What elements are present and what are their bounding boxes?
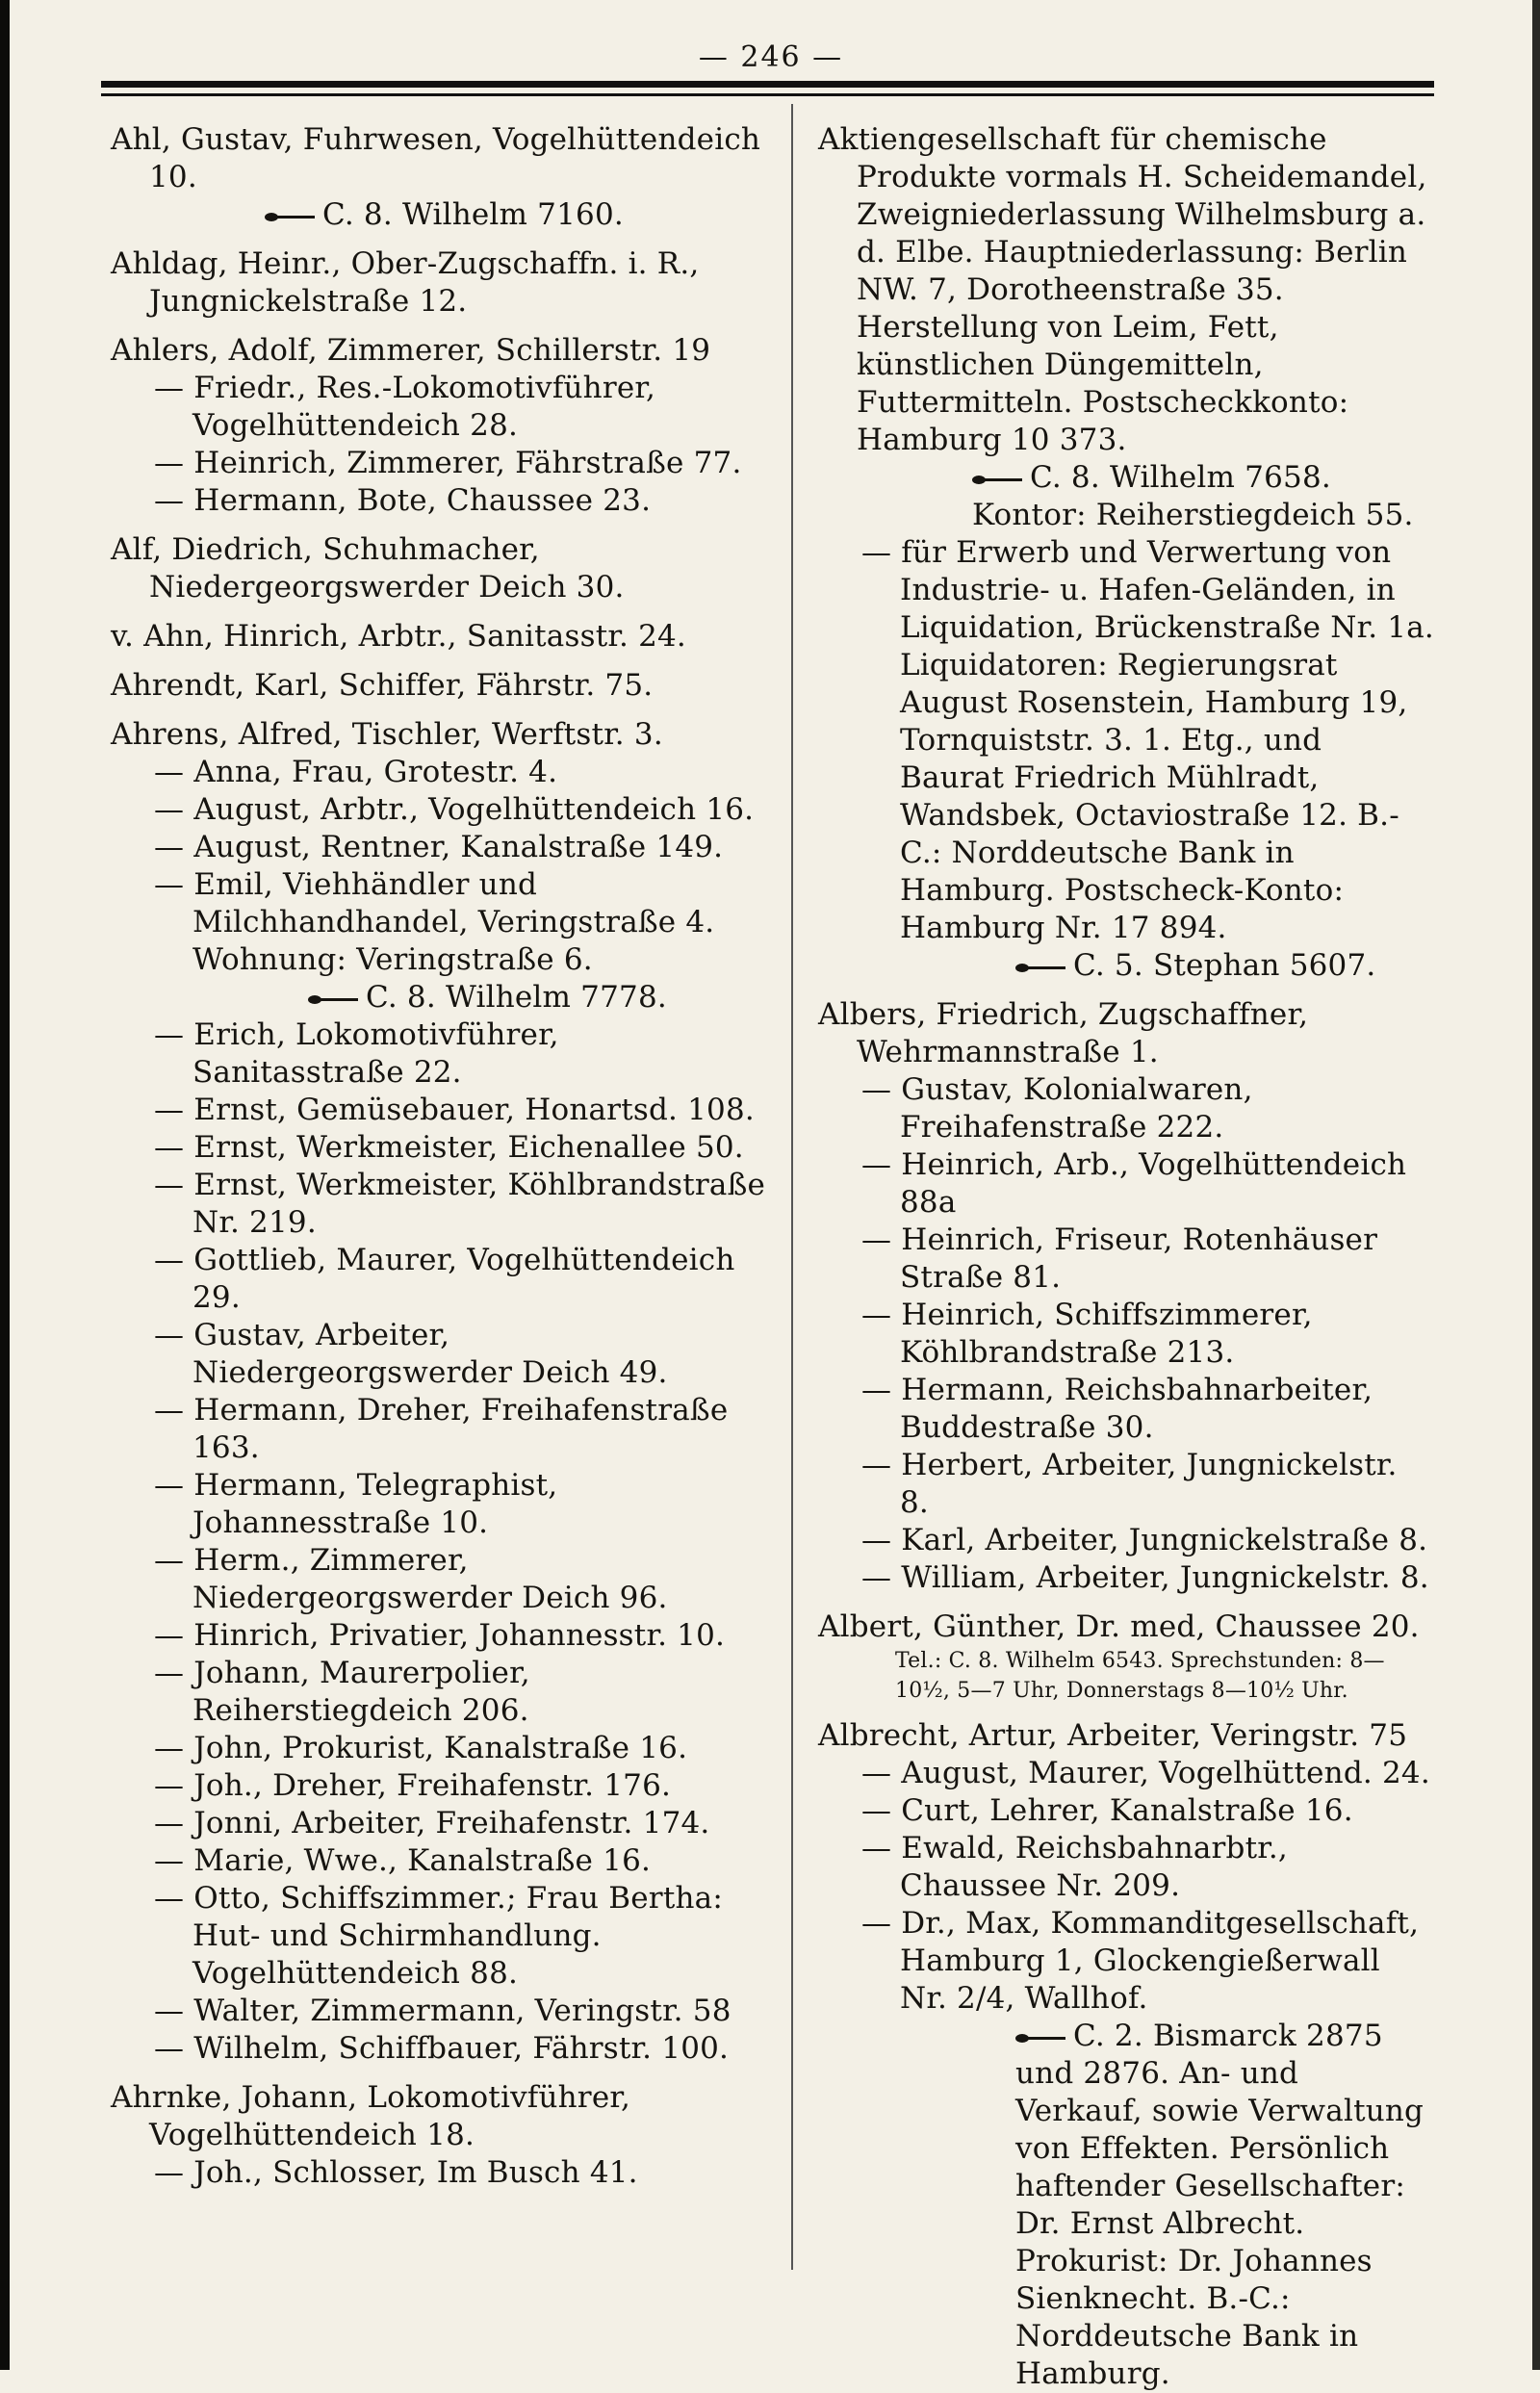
- telephone-text: C. 2. Bismarck 2875 und 2876. An- und Verkauf, sowie Verwaltung von Effekten. Persönlich haftender Gesellschafter: Dr. Ernst Albrecht. Prokurist: Dr. Johannes Sienknecht. B.-C.: Norddeutsche Bank in Hamburg.: [1015, 2019, 1424, 2391]
- directory-entry: [111, 754, 775, 791]
- entry-text: — Hermann, Reichsbahnarbeiter, Buddestraße 30.: [861, 1373, 1373, 1445]
- directory-entry: [111, 445, 775, 482]
- entry-text: — Dr., Max, Kommanditgesellschaft, Hamburg 1, Glockengießerwall Nr. 2/4, Wallhof.: [861, 1906, 1420, 2016]
- telephone-text: C. 8. Wilhelm 7778.: [366, 980, 667, 1015]
- entry-text: — Heinrich, Friseur, Rotenhäuser Straße 81.: [861, 1222, 1378, 1295]
- telephone-line: [192, 979, 775, 1016]
- right-column: [818, 110, 1434, 2393]
- entry-text: — Otto, Schiffszimmer.; Frau Bertha: Hut- und Schirmhandlung. Vogelhüttendeich 88.: [154, 1881, 723, 1991]
- entry-text: — August, Rentner, Kanalstraße 149.: [154, 830, 724, 864]
- directory-entry: [818, 1755, 1434, 1792]
- entry-text: — Friedr., Res.-Lokomotivführer, Vogelhüttendeich 28.: [154, 371, 656, 443]
- directory-entry: [111, 716, 775, 754]
- directory-entry: [111, 2079, 775, 2154]
- directory-entry: [818, 1372, 1434, 1447]
- entry-text: — John, Prokurist, Kanalstraße 16.: [154, 1731, 688, 1765]
- directory-entry: [818, 1792, 1434, 1830]
- telephone-text: C. 8. Wilhelm 7160.: [322, 197, 624, 232]
- entry-text: — Herm., Zimmerer, Niedergeorgswerder Deich 96.: [154, 1543, 668, 1615]
- telephone-line: [149, 196, 775, 234]
- telephone-text: C. 8. Wilhelm 7658. Kontor: Reiherstiegdeich 55.: [972, 460, 1414, 532]
- directory-entry: [111, 667, 775, 705]
- entry-text: Albrecht, Artur, Arbeiter, Veringstr. 75: [818, 1718, 1408, 1753]
- directory-entry: [111, 1129, 775, 1167]
- entry-text: — August, Arbtr., Vogelhüttendeich 16.: [154, 792, 755, 827]
- entry-text: — Ernst, Gemüsebauer, Honartsd. 108.: [154, 1093, 755, 1127]
- directory-entry: [818, 1071, 1434, 1146]
- left-column: [111, 110, 775, 2192]
- entry-text: v. Ahn, Hinrich, Arbtr., Sanitasstr. 24.: [111, 619, 686, 654]
- entry-text: Ahrnke, Johann, Lokomotivführer, Vogelhüttendeich 18.: [111, 2080, 631, 2152]
- entry-text: — Hermann, Telegraphist, Johannesstraße 10.: [154, 1468, 558, 1540]
- entry-text: — Marie, Wwe., Kanalstraße 16.: [154, 1843, 652, 1878]
- directory-entry: [111, 1655, 775, 1730]
- consultation-hours: Tel.: C. 8. Wilhelm 6543. Sprechstunden: 8—10½, 5—7 Uhr, Donnerstags 8—10½ Uhr.: [895, 1649, 1385, 1703]
- directory-entry: [111, 482, 775, 520]
- directory-entry: [111, 1392, 775, 1467]
- telephone-line: [857, 459, 1434, 534]
- directory-entry: [818, 1559, 1434, 1597]
- entry-text: — Emil, Viehhändler und Milchhandhandel, Veringstraße 4. Wohnung: Veringstraße 6.: [154, 867, 715, 977]
- entry-text: — William, Arbeiter, Jungnickelstr. 8.: [861, 1560, 1429, 1595]
- header-rule-thin: [101, 93, 1434, 96]
- directory-entry: [818, 1222, 1434, 1297]
- directory-entry: [111, 1767, 775, 1805]
- directory-entry: [111, 1842, 775, 1880]
- directory-entry: [111, 1092, 775, 1129]
- directory-entry: [111, 1016, 775, 1092]
- entry-text: — Ernst, Werkmeister, Eichenallee 50.: [154, 1130, 744, 1165]
- entry-text: — Heinrich, Arb., Vogelhüttendeich 88a: [861, 1147, 1407, 1220]
- entry-text: — Heinrich, Schiffszimmerer, Köhlbrandstraße 213.: [861, 1298, 1313, 1370]
- entry-text: — Hermann, Bote, Chaussee 23.: [154, 483, 652, 518]
- entry-text: Ahlers, Adolf, Zimmerer, Schillerstr. 19: [111, 333, 711, 368]
- directory-entry: [111, 618, 775, 656]
- directory-entry: [111, 121, 775, 234]
- directory-entry: [818, 1447, 1434, 1522]
- directory-entry: [818, 1905, 1434, 2393]
- telephone-line: [900, 947, 1434, 985]
- directory-entry: [111, 829, 775, 866]
- entry-text: — August, Maurer, Vogelhüttend. 24.: [861, 1756, 1430, 1790]
- entry-text: Ahldag, Heinr., Ober-Zugschaffn. i. R., Jungnickelstraße 12.: [111, 246, 700, 319]
- telephone-pointer-icon: [1015, 2031, 1064, 2045]
- entry-text: — Wilhelm, Schiffbauer, Fährstr. 100.: [154, 2031, 730, 2066]
- directory-entry: [818, 1146, 1434, 1222]
- entry-text: — Ewald, Reichsbahnarbtr., Chaussee Nr. 209.: [861, 1831, 1288, 1903]
- entry-text: — Ernst, Werkmeister, Köhlbrandstraße Nr. 219.: [154, 1168, 766, 1240]
- telephone-text: C. 5. Stephan 5607.: [1073, 948, 1376, 983]
- directory-entry: [111, 1542, 775, 1617]
- entry-text: — Joh., Dreher, Freihafenstr. 176.: [154, 1768, 672, 1803]
- directory-entry: [818, 996, 1434, 1071]
- entry-text: — Herbert, Arbeiter, Jungnickelstr. 8.: [861, 1448, 1398, 1520]
- entry-text: — Curt, Lehrer, Kanalstraße 16.: [861, 1793, 1353, 1828]
- directory-entry: [818, 1608, 1434, 1706]
- directory-entry: [818, 121, 1434, 534]
- entry-text: — Hermann, Dreher, Freihafenstraße 163.: [154, 1393, 729, 1465]
- directory-entry: [818, 1717, 1434, 1755]
- entry-text: — für Erwerb und Verwertung von Industrie- u. Hafen-Geländen, in Liquidation, Brückenstraße Nr. 1a. Liquidatoren: Regierungsrat August Rosenstein, Hamburg 19, Tornquiststr. 3. 1. Etg., und Baurat Friedrich Mühlradt, Wandsbek, Octaviostraße 12. B.-C.: Norddeutsche Bank in Hamburg. Postscheck-Konto: Hamburg Nr. 17 894.: [861, 535, 1434, 945]
- entry-text: Aktiengesellschaft für chemische Produkte vormals H. Scheidemandel, Zweigniederlassung Wilhelmsburg a. d. Elbe. Hauptniederlassung: Berlin NW. 7, Dorotheenstraße 35. Herstellung von Leim, Fett, künstlichen Düngemitteln, Futtermitteln. Postscheckkonto: Hamburg 10 373.: [818, 122, 1427, 457]
- directory-entry: [111, 866, 775, 1016]
- entry-text: — Gottlieb, Maurer, Vogelhüttendeich 29.: [154, 1243, 735, 1315]
- directory-entry: [111, 1317, 775, 1392]
- entry-text: Ahl, Gustav, Fuhrwesen, Vogelhüttendeich 10.: [111, 122, 761, 194]
- telephone-pointer-icon: [308, 992, 356, 1006]
- entry-text: — Heinrich, Zimmerer, Fährstraße 77.: [154, 446, 742, 480]
- entry-text: — Jonni, Arbeiter, Freihafenstr. 174.: [154, 1806, 710, 1840]
- entry-text: Albers, Friedrich, Zugschaffner, Wehrmannstraße 1.: [818, 997, 1309, 1069]
- directory-entry: [111, 791, 775, 829]
- entry-text: — Walter, Zimmermann, Veringstr. 58: [154, 1994, 732, 2028]
- entry-text: — Johann, Maurerpolier, Reiherstiegdeich 206.: [154, 1656, 530, 1728]
- directory-entry: [111, 370, 775, 445]
- directory-entry: [111, 1167, 775, 1242]
- directory-entry: [111, 1880, 775, 1993]
- directory-entry: [111, 1805, 775, 1842]
- telephone-pointer-icon: [265, 210, 313, 223]
- entry-text: — Joh., Schlosser, Im Busch 41.: [154, 2155, 638, 2190]
- telephone-pointer-icon: [1015, 961, 1064, 974]
- entry-text: Alf, Diedrich, Schuhmacher, Niedergeorgswerder Deich 30.: [111, 532, 625, 605]
- directory-entry: [111, 531, 775, 606]
- directory-entry: [111, 1730, 775, 1767]
- directory-entry: [111, 1467, 775, 1542]
- entry-text: — Gustav, Arbeiter, Niedergeorgswerder Deich 49.: [154, 1318, 668, 1390]
- telephone-pointer-icon: [972, 473, 1020, 486]
- directory-entry: [111, 2154, 775, 2192]
- page-number: — 246 —: [698, 40, 844, 74]
- directory-entry: [111, 332, 775, 370]
- entry-text: — Gustav, Kolonialwaren, Freihafenstraße 222.: [861, 1072, 1253, 1145]
- directory-entry: [818, 534, 1434, 985]
- entry-text: Ahrendt, Karl, Schiffer, Fährstr. 75.: [111, 668, 654, 703]
- directory-entry: [111, 245, 775, 321]
- directory-entry: [818, 1830, 1434, 1905]
- telephone-line: [900, 2018, 1434, 2393]
- entry-text: — Hinrich, Privatier, Johannesstr. 10.: [154, 1618, 726, 1653]
- entry-text: — Karl, Arbeiter, Jungnickelstraße 8.: [861, 1523, 1428, 1557]
- header-rule-thick: [101, 81, 1434, 88]
- entry-text: Ahrens, Alfred, Tischler, Werftstr. 3.: [111, 717, 663, 752]
- entry-text: — Anna, Frau, Grotestr. 4.: [154, 755, 558, 789]
- entry-text: Albert, Günther, Dr. med, Chaussee 20.: [818, 1609, 1420, 1644]
- column-divider: [791, 104, 793, 2270]
- entry-text: — Erich, Lokomotivführer, Sanitasstraße 22.: [154, 1017, 559, 1090]
- directory-entry: [111, 1617, 775, 1655]
- directory-entry: [818, 1297, 1434, 1372]
- directory-entry: [111, 1242, 775, 1317]
- directory-entry: [111, 2030, 775, 2068]
- directory-entry: [111, 1993, 775, 2030]
- directory-entry: [818, 1522, 1434, 1559]
